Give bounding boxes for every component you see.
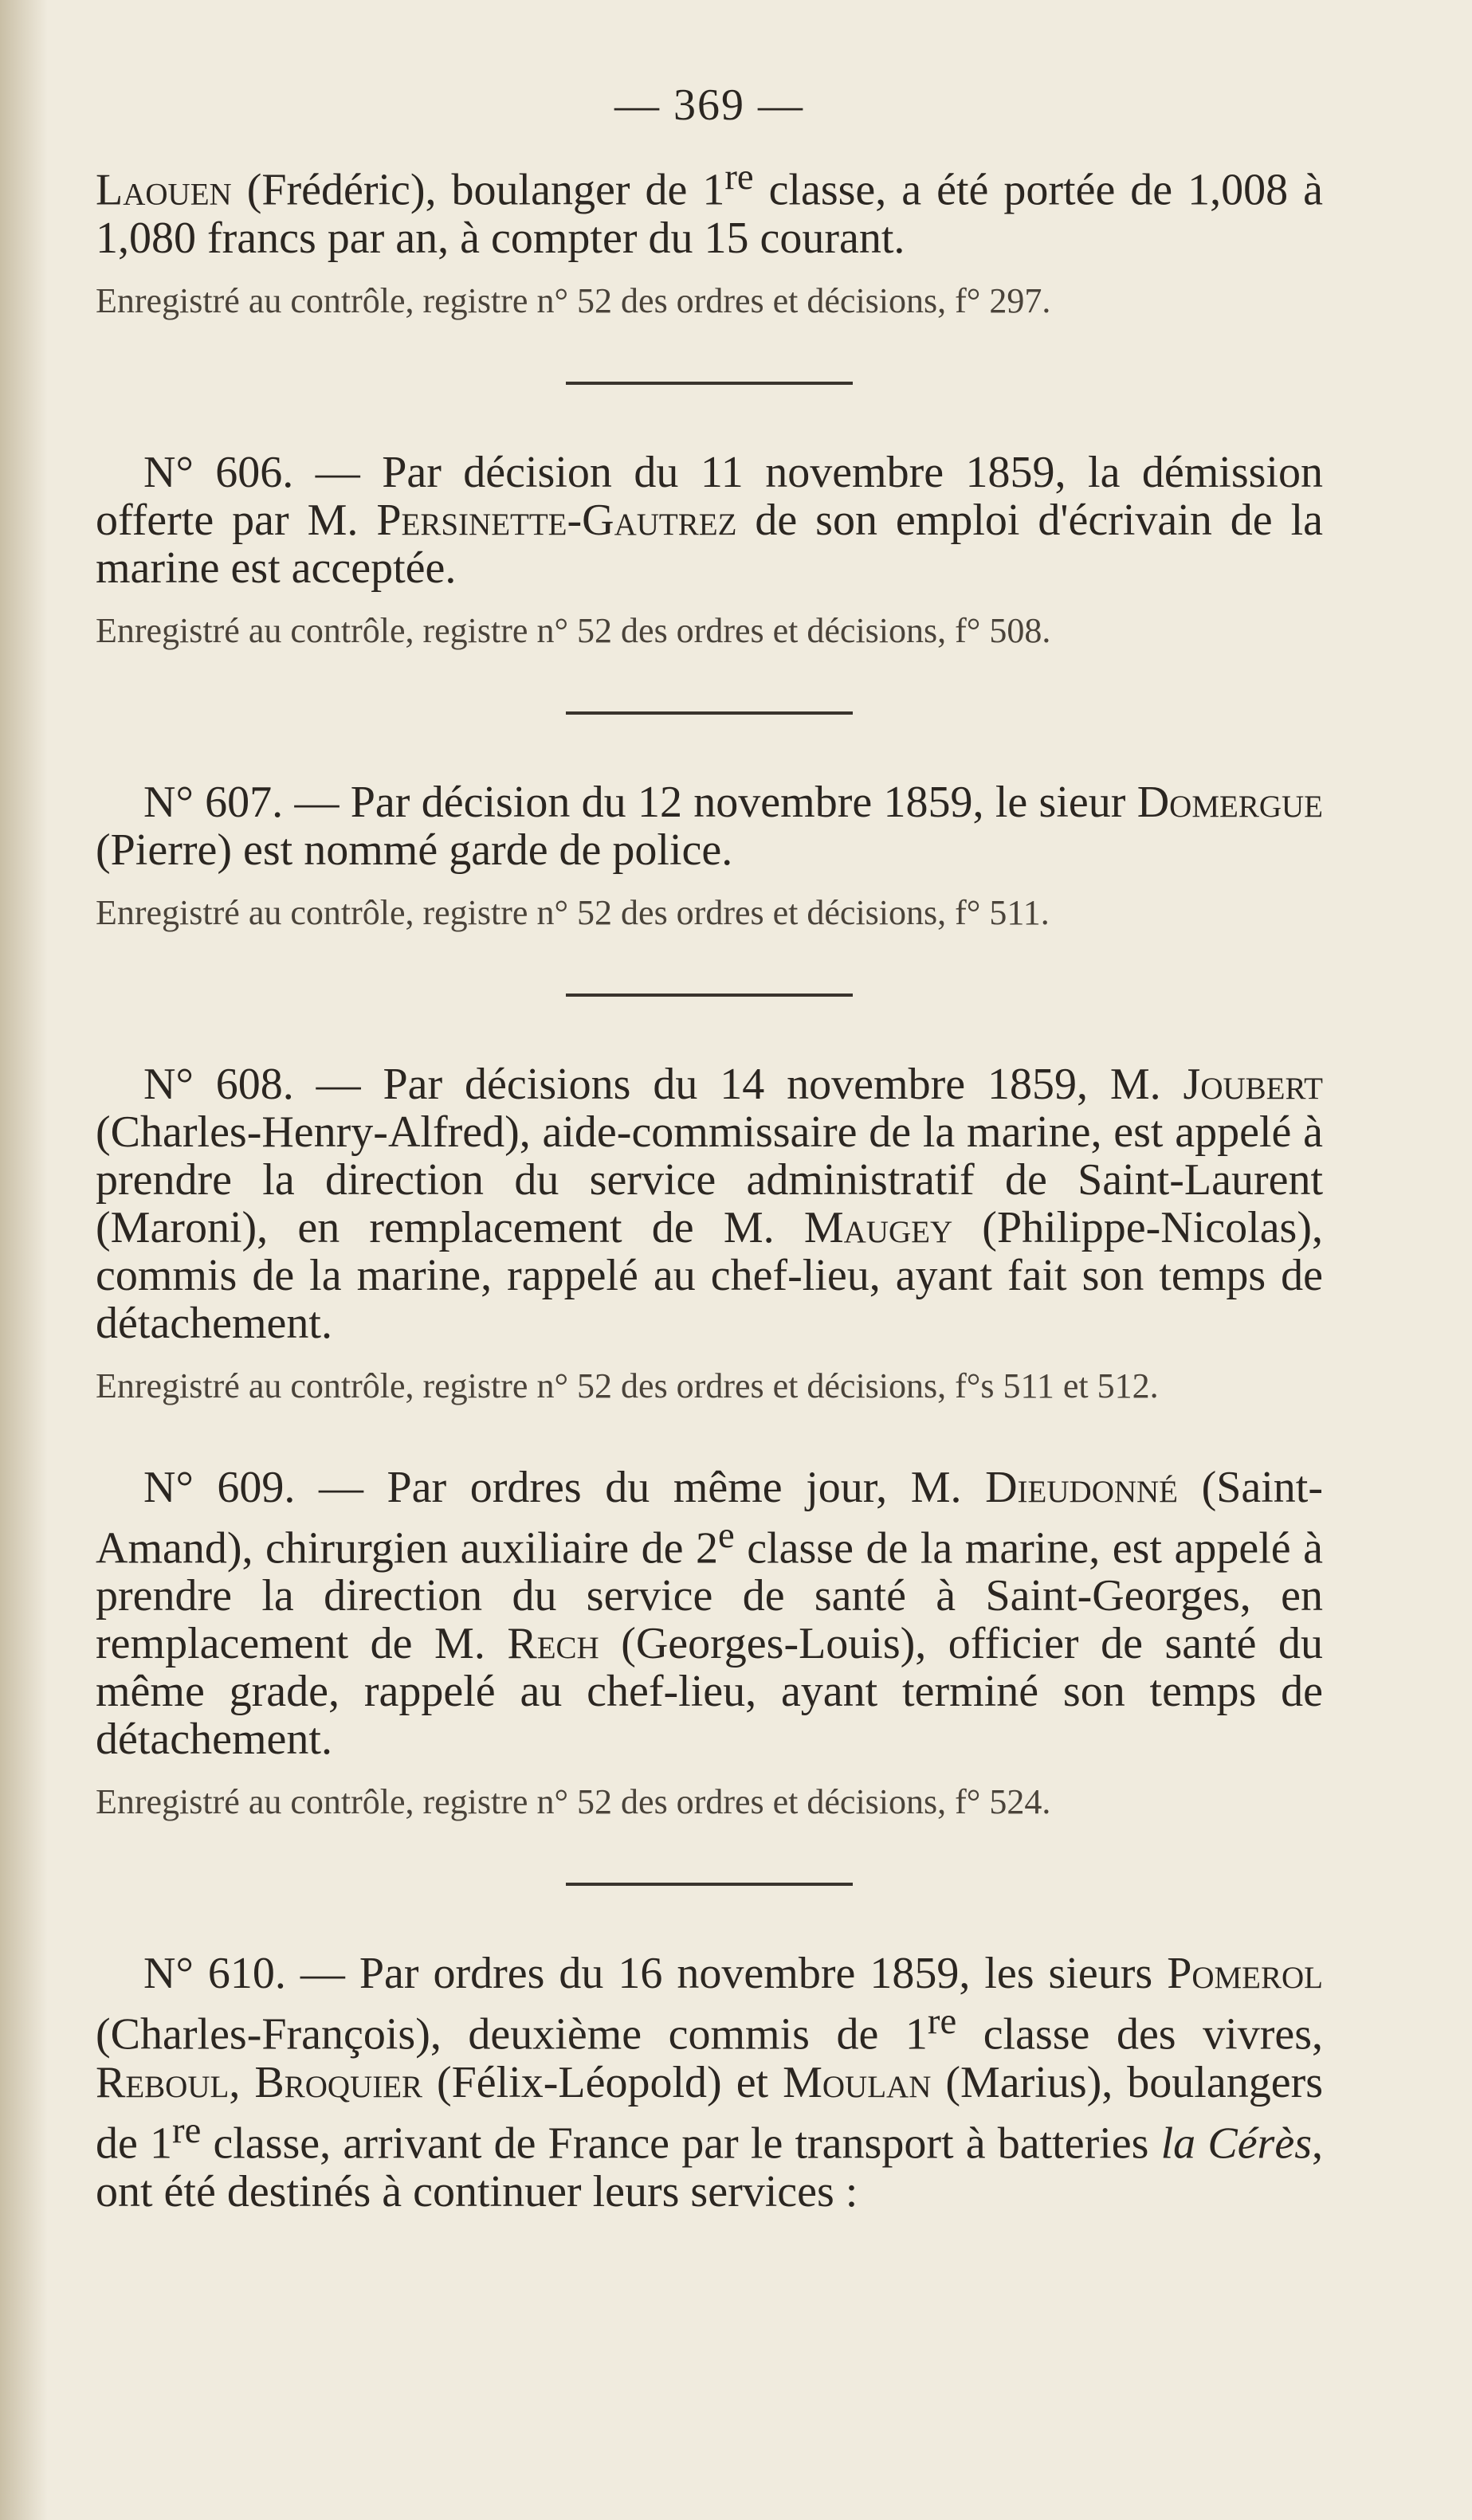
register-note: Enregistré au contrôle, registre n° 52 des ordres et décisions, f° 297. — [96, 280, 1051, 320]
entry-text: (Georges-Louis), officier de santé du même grade, rappelé au chef-lieu, ayant terminé son temps de détachement. — [96, 1619, 1324, 1765]
entry-text: (Pierre) est nommé garde de police. — [96, 825, 733, 875]
entry-text: , ont été destinés à continuer leurs services : — [96, 2118, 1323, 2216]
register-note: Enregistré au contrôle, registre n° 52 des ordres et décisions, f° 508. — [96, 610, 1051, 650]
person-name: Reboul — [96, 2057, 230, 2107]
page-column — [96, 80, 1323, 2216]
person-name: Dieudonné — [985, 1462, 1179, 1512]
ordinal-suffix: e — [718, 1514, 735, 1556]
entry-text: N° 610. — Par ordres du 16 novembre 1859, les sieurs — [143, 1949, 1168, 1999]
person-name: Rech — [507, 1619, 599, 1669]
entry-608 — [96, 1060, 1323, 1347]
page-edge-shadow — [0, 0, 48, 2520]
ordinal-suffix: re — [927, 2001, 957, 2043]
entry-text: , — [229, 2057, 255, 2107]
separator-rule — [566, 1883, 853, 1886]
entry-text: (Charles-François), deuxième commis de 1 — [96, 2009, 928, 2060]
entry-text: N° 606. — Par décision du 11 novembre 1859, la démission offerte par M. — [96, 447, 1323, 545]
entry-607 — [96, 778, 1323, 874]
entry-text: N° 608. — Par décisions du 14 novembre 1859, M. — [143, 1059, 1183, 1109]
person-name: Domergue — [1136, 777, 1323, 827]
entry-text: classe de la marine, est appelé à prendre la direction du service de santé à Saint-Georges, en remplacement de M. — [96, 1523, 1323, 1669]
person-name: Persinette-Gautrez — [376, 495, 737, 545]
page-number: — 369 — — [614, 80, 804, 130]
person-name: Maugey — [803, 1202, 953, 1252]
person-name: Pomerol — [1167, 1949, 1323, 1999]
entry-606 — [96, 449, 1323, 592]
ordinal-suffix: re — [172, 2109, 202, 2151]
ship-name: la Cérès — [1160, 2118, 1312, 2169]
separator-rule — [566, 382, 853, 385]
ordinal-suffix: re — [724, 156, 754, 198]
entry-609 — [96, 1464, 1323, 1764]
entry-text: classe, arrivant de France par le transport à batteries — [201, 2118, 1161, 2169]
entry-text: N° 607. — Par décision du 12 novembre 1859, le sieur — [143, 777, 1137, 827]
entry-laouen — [96, 153, 1323, 262]
separator-rule — [566, 993, 853, 997]
entry-text: (Marius), boulangers de 1 — [96, 2057, 1324, 2169]
register-note: Enregistré au contrôle, registre n° 52 des ordres et décisions, f°s 511 et 512. — [96, 1366, 1159, 1405]
entry-610 — [96, 1950, 1323, 2215]
entry-text: classe, a été portée de 1,008 à 1,080 francs par an, à compter du 15 courant. — [96, 165, 1324, 263]
register-note: Enregistré au contrôle, registre n° 52 des ordres et décisions, f° 511. — [96, 892, 1050, 932]
person-name: Laouen — [96, 165, 232, 215]
entry-text: de son emploi d'écrivain de la marine est acceptée. — [96, 495, 1324, 593]
entry-text: (Frédéric), boulanger de 1 — [231, 165, 725, 215]
entry-text: (Charles-Henry-Alfred), aide-commissaire de la marine, est appelé à prendre la direction du service administratif de Saint-Laurent (Maroni), en remplacement de M. — [96, 1107, 1323, 1252]
entry-text: (Philippe-Nicolas), commis de la marine, rappelé au chef-lieu, ayant fait son temps de détachement. — [96, 1202, 1323, 1348]
paragraph-gap — [96, 1406, 1323, 1464]
person-name: Moulan — [783, 2057, 932, 2107]
person-name: Joubert — [1183, 1059, 1323, 1109]
entry-text: classe des vivres, — [956, 2009, 1323, 2060]
entry-text: N° 609. — Par ordres du même jour, M. — [143, 1462, 986, 1512]
person-name: Broquier — [254, 2057, 423, 2107]
entry-text: (Saint-Amand), chirurgien auxiliaire de 2 — [96, 1462, 1323, 1574]
entry-text: (Félix-Léopold) et — [422, 2057, 783, 2107]
register-note: Enregistré au contrôle, registre n° 52 des ordres et décisions, f° 524. — [96, 1782, 1051, 1822]
separator-rule — [566, 711, 853, 715]
